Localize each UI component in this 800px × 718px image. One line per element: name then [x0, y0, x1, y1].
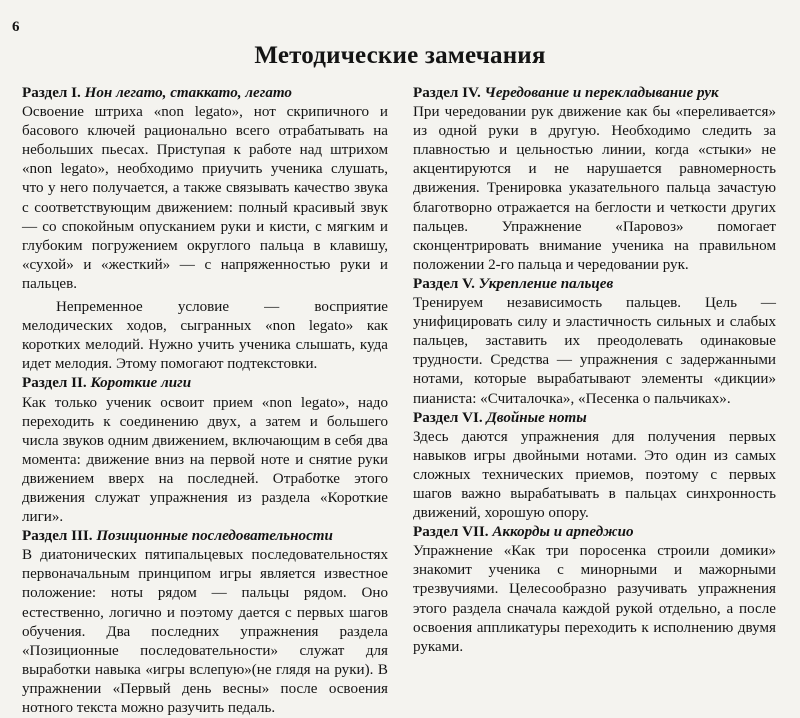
section-name: Двойные ноты: [486, 409, 587, 426]
section-name: Аккорды и арпеджио: [492, 524, 634, 541]
section-number: Раздел V.: [413, 275, 475, 292]
section-number: Раздел III.: [22, 528, 93, 545]
paragraph: Тренируем независимость пальцев. Цель — унифицировать силу и эластичность сильных и слабых пальцев, заставить их преодолевать одинаковые трудности. Средства — упражнения с задержанными нотами, которые вырабатывают элементы «дикции» пианиста: «Считалочка», «Песенка о пальчиках».: [413, 295, 776, 407]
paragraph: Здесь даются упражнения для получения первых навыков игры двойными нотами. Это один из самых сложных технических приемов, поэтому с первых шагов важно вырабатывать в пальцах синхронность движений, хорошую опору.: [413, 428, 776, 522]
section-name: Короткие лиги: [90, 375, 192, 392]
section-name: Чередование и перекладывание рук: [484, 85, 719, 101]
paragraph: В диатонических пятипальцевых последовательностях первоначальным принципом игры является известное положение: ноты рядом — пальцы рядом. Оно естественно, логично и поэтому дается с первых шагов обучения. Два последних упражнения раздела «Позиционные последовательности» служат для выработки навыка «игры вслепую»(не глядя на руки). В упражнении «Первый день весны» после освоения нотного текста можно разучить педаль.: [22, 547, 388, 716]
section-heading: [413, 409, 776, 428]
section-heading: [413, 84, 776, 103]
section-heading: [413, 523, 776, 542]
section-name: Нон легато, стаккато, легато: [84, 85, 292, 101]
page-number: 6: [12, 19, 20, 35]
section-heading: [22, 84, 388, 103]
section-number: Раздел VII.: [413, 524, 489, 541]
paragraph: Как только ученик освоит прием «non legato», надо переходить к соединению двух, а затем и большего числа звуков одним движением, включающим в себя два момента: движение вниз на первой ноте и снятие руки движением вверх на последней. Отработке этого движения служат упражнения из раздела «Короткие лиги».: [22, 394, 388, 526]
section-heading: [22, 527, 388, 546]
section-number: Раздел II.: [22, 375, 87, 392]
right-column: [413, 84, 776, 657]
section-heading: [22, 374, 388, 393]
paragraph: Упражнение «Как три поросенка строили домики» знакомит ученика с минорными и мажорными трезвучиями. Целесообразно разучивать упражнения этого раздела сначала каждой рукой отдельно, а после освоения аппликатуры переходить к исполнению двумя руками.: [413, 543, 776, 655]
section-number: Раздел VI.: [413, 409, 483, 426]
section-name: Позиционные последовательности: [96, 528, 333, 545]
section-name: Укрепление пальцев: [478, 275, 614, 292]
section-number: Раздел I.: [22, 85, 81, 101]
section-heading: [413, 275, 776, 294]
page-title: Методические замечания: [254, 42, 546, 69]
paragraph: Непременное условие — восприятие мелодических ходов, сыгранных «non legato» как коротких мелодий. Нужно учить ученика слышать, куда идет мелодия. Этому помогают подтекстовки.: [22, 299, 388, 373]
paragraph: При чередовании рук движение как бы «переливается» из одной руки в другую. Необходимо следить за плавностью и цельностью линии, когда «стыки» не акцентируются и не нарушается равномерность движения. Тренировка указательного пальца зачастую благотворно отражается на беглости и четкости других пальцев. Упражнение «Паровоз» помогает сконцентрировать внимание ученика на правильном положении 2-го пальца и чередовании рук.: [413, 104, 776, 273]
paragraph: Освоение штриха «non legato», нот скрипичного и басового ключей рационально всего отрабатывать на небольших пьесах. Приступая к работе над штрихом «non legato», необходимо приучить ученика слушать, что у него получается, а также связывать качество звука с соответствующим движением: полный красивый звук — со спокойным опусканием руки и кисти, с мягким и глубоким погружением округлого пальца в клавишу, «сухой» и «жесткий» — с напряженностью руки и пальцев.: [22, 104, 388, 292]
left-column: [22, 84, 388, 718]
section-number: Раздел IV.: [413, 85, 481, 101]
